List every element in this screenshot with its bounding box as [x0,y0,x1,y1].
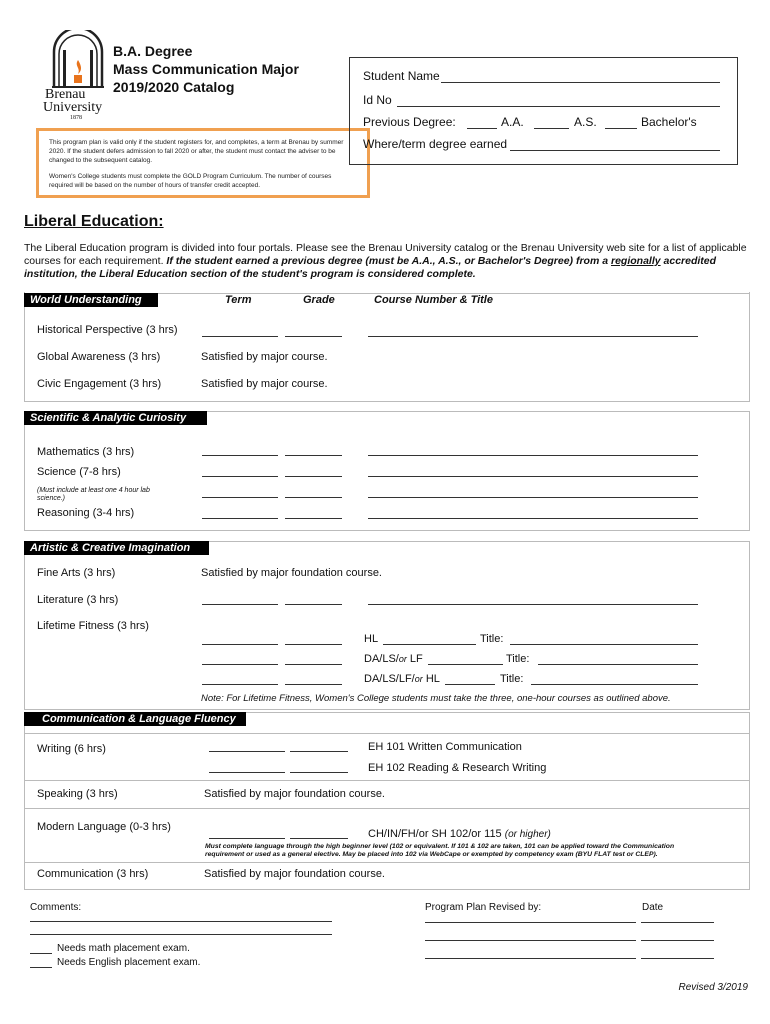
or-word-1: or [398,654,407,664]
science-course-field-1[interactable] [368,476,698,477]
document-title [113,42,299,96]
rule-communication-top [25,862,750,863]
literature-term-field[interactable] [202,604,278,605]
intro-bold-a: If the student earned a previous degree (must be A.A., A.S., or Bachelor's Degree) from a [166,255,611,267]
fitness-grade-field-1[interactable] [285,644,342,645]
bachelors-check-field[interactable] [605,128,637,129]
comments-line-1[interactable] [30,921,332,922]
title-major: Mass Communication Major [113,61,299,77]
science-course-field-2[interactable] [368,497,698,498]
student-name-field[interactable] [441,82,720,83]
literature-grade-field[interactable] [285,604,342,605]
global-awareness-note: Satisfied by major course. [201,351,328,363]
column-course: Course Number & Title [374,294,493,306]
math-placement-check[interactable] [30,953,52,954]
science-term-field-1[interactable] [202,476,278,477]
modern-term-field[interactable] [209,838,285,839]
comments-line-2[interactable] [30,934,332,935]
reasoning-label: Reasoning (3-4 hrs) [37,507,135,519]
liberal-education-heading: Liberal Education: [24,213,164,230]
revision-date: Revised 3/2019 [678,982,748,993]
speaking-label: Speaking (3 hrs) [37,788,118,800]
fitness-title-field-1[interactable] [510,644,698,645]
english-placement-label: Needs English placement exam. [57,957,201,968]
modern-language-label: Modern Language (0-3 hrs) [37,821,171,833]
revised-by-label: Program Plan Revised by: [425,902,542,913]
speaking-note: Satisfied by major foundation course. [204,788,385,800]
band-world-understanding: World Understanding [24,293,158,307]
science-label: Science (7-8 hrs) [37,466,121,478]
rule-writing-top [25,733,750,734]
literature-label: Literature (3 hrs) [37,594,119,606]
fitness-hl-field[interactable] [383,644,476,645]
fitness-hl-label: HL [364,633,379,645]
writing-grade-field-2[interactable] [290,772,348,773]
math-term-field[interactable] [202,455,278,456]
literature-course-field[interactable] [368,604,698,605]
reasoning-grade-field[interactable] [285,518,342,519]
fitness-dals-lf-label [364,653,423,665]
science-grade-field-1[interactable] [285,476,342,477]
modern-or-higher: (or higher) [504,829,551,840]
rule-modern-top [25,808,750,809]
intro-bold-b: accredited institution, the Liberal Education section of the student's program is considered complete. [24,255,717,280]
bachelors-label: Bachelor's [641,115,697,129]
fitness-term-field-1[interactable] [202,644,278,645]
aa-check-field[interactable] [467,128,497,129]
historical-grade-field[interactable] [285,336,342,337]
band-artistic: Artistic & Creative Imagination [24,541,209,555]
english-placement-check[interactable] [30,967,52,968]
dals-part: DA/LS/ [364,653,399,665]
historical-course-field[interactable] [368,336,698,337]
writing-term-field-2[interactable] [209,772,285,773]
column-term: Term [225,294,252,306]
date-field-2[interactable] [641,940,714,941]
band-scientific: Scientific & Analytic Curiosity [24,411,207,425]
revised-by-field-2[interactable] [425,940,636,941]
math-placement-label: Needs math placement exam. [57,943,190,954]
fitness-dalslf-hl-label [364,673,440,685]
math-course-field[interactable] [368,455,698,456]
science-grade-field-2[interactable] [285,497,342,498]
reasoning-course-field[interactable] [368,518,698,519]
band-rule-communication [246,712,750,713]
math-grade-field[interactable] [285,455,342,456]
band-rule-scientific [207,411,750,412]
fitness-grade-field-2[interactable] [285,664,342,665]
communication-label: Communication (3 hrs) [37,868,149,880]
fitness-title-label-3: Title: [500,673,524,685]
intro-bold-underline: regionally [610,255,661,267]
writing-grade-field-1[interactable] [290,751,348,752]
eh102-label: EH 102 Reading & Research Writing [368,762,547,774]
previous-degree-label: Previous Degree: [363,115,456,129]
logo-year: 1878 [70,115,82,121]
science-lab-note: (Must include at least one 4 hour lab science.) [37,487,150,502]
fitness-dals-lf-field[interactable] [428,664,503,665]
modern-course-text: CH/IN/FH/or SH 102/or 115 [368,828,502,840]
lf-part: LF [406,653,423,665]
civic-engagement-label: Civic Engagement (3 hrs) [37,378,162,390]
date-field-1[interactable] [641,922,714,923]
notice-validity: This program plan is valid only if the student registers for, and completes, a term at Brenau by summer 2020. If the student defers admission to fall 2020 or after, the student must contact the adviser to be changed to the subsequent catalog. [49,139,344,164]
global-awareness-label: Global Awareness (3 hrs) [37,351,161,363]
catalog-notice [36,128,370,198]
rule-speaking-top [25,780,750,781]
band-communication: Communication & Language Fluency [24,712,246,726]
historical-perspective-label: Historical Perspective (3 hrs) [37,324,178,336]
dalslf-part: DA/LS/LF/ [364,673,415,685]
communication-note: Satisfied by major foundation course. [204,868,385,880]
fitness-term-field-2[interactable] [202,664,278,665]
fitness-grade-field-3[interactable] [285,684,342,685]
notice-womens-college: Women's College students must complete the GOLD Program Curriculum. The number of courses required will be based on the number of hours of transfer credit accepted. [49,173,332,189]
revised-by-field-3[interactable] [425,958,636,959]
student-name-label: Student Name [363,69,440,83]
science-term-field-2[interactable] [202,497,278,498]
historical-term-field[interactable] [202,336,278,337]
civic-engagement-note: Satisfied by major course. [201,378,328,390]
or-word-2: or [414,674,423,684]
fine-arts-label: Fine Arts (3 hrs) [37,567,116,579]
writing-term-field-1[interactable] [209,751,285,752]
modern-language-fine-print-2: requirement or used as a general elective. May be placed into 102 via WebCape or exempted by competency exam (BYU FLAT test or CLEP). [205,851,658,858]
fine-arts-note: Satisfied by major foundation course. [201,567,382,579]
reasoning-term-field[interactable] [202,518,278,519]
as-label: A.S. [574,115,597,129]
date-field-3[interactable] [641,958,714,959]
fitness-note: Note: For Lifetime Fitness, Women's College students must take the three, one-hour courses as outlined above. [201,693,671,704]
where-earned-field[interactable] [510,150,720,151]
logo-wordmark-brenau: Brenau [45,87,86,102]
modern-course-label [368,828,551,840]
modern-language-fine-print-1: Must complete language through the high beginner level (102 or equivalent. If 101 & 102 are taken, 101 can be applied toward the Communication [205,843,675,850]
id-no-field[interactable] [397,106,720,107]
fitness-title-field-3[interactable] [531,684,698,685]
logo-wordmark-university: University [43,100,103,115]
title-degree: B.A. Degree [113,43,193,59]
fitness-title-label-1: Title: [480,633,504,645]
where-earned-label: Where/term degree earned [363,137,508,151]
id-no-label: Id No [363,93,392,107]
writing-label: Writing (6 hrs) [37,743,106,755]
intro-plain: The Liberal Education program is divided into four portals. Please see the Brenau University catalog or the Brenau University web site for a list of applicable courses for each requirement. [24,242,747,267]
as-check-field[interactable] [534,128,569,129]
fitness-dalslf-hl-field[interactable] [445,684,495,685]
liberal-education-intro [24,242,754,281]
lifetime-fitness-label: Lifetime Fitness (3 hrs) [37,620,149,632]
aa-label: A.A. [501,115,524,129]
mathematics-label: Mathematics (3 hrs) [37,446,135,458]
hl-part: HL [422,673,440,685]
title-catalog: 2019/2020 Catalog [113,79,235,95]
communication-section [24,712,750,890]
date-label: Date [642,902,664,913]
column-grade: Grade [303,294,335,306]
fitness-title-field-2[interactable] [538,664,698,665]
revised-by-field-1[interactable] [425,922,636,923]
fitness-title-label-2: Title: [506,653,530,665]
band-rule-artistic [209,541,750,542]
modern-grade-field[interactable] [290,838,348,839]
eh101-label: EH 101 Written Communication [368,741,522,753]
comments-label: Comments: [30,902,82,913]
fitness-term-field-3[interactable] [202,684,278,685]
